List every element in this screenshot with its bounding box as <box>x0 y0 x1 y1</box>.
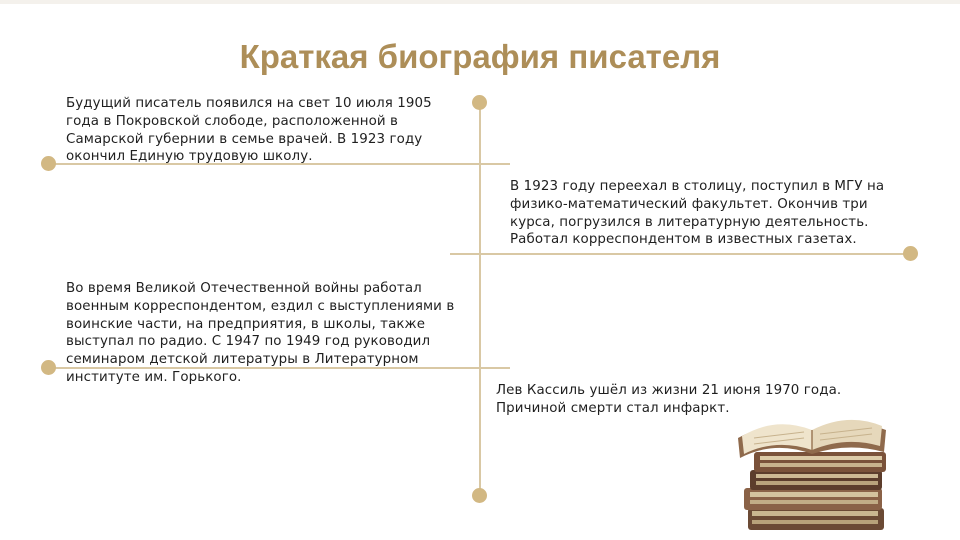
book-3-icon <box>744 488 882 510</box>
book-1-icon <box>754 452 886 472</box>
timeline-dot-1 <box>41 156 56 171</box>
top-border <box>0 0 960 4</box>
book-4-icon <box>748 508 884 530</box>
book-2-icon <box>750 470 882 490</box>
timeline-entry-3: Во время Великой Отечественной войны работал военным корреспондентом, ездил с выступлениями в воинские части, на предприятия, в школы, также выступал по радио. С 1947 по 1949 год руководил семинаром детской литературы в Литературном институте им. Горького. <box>66 281 455 385</box>
timeline-vertical-line <box>479 103 481 496</box>
book-stack-illustration <box>734 408 890 536</box>
timeline-dot-bottom <box>472 488 487 503</box>
timeline-dot-2 <box>903 246 918 261</box>
timeline-entry-2: В 1923 году переехал в столицу, поступил в МГУ на физико-математический факультет. Окончив три курса, погрузился в литературную деятельность. Работал корреспондентом в известных газетах. <box>510 179 885 248</box>
timeline-dot-top <box>472 95 487 110</box>
page-title: Краткая биография писателя <box>239 38 721 75</box>
timeline-dot-3 <box>41 360 56 375</box>
timeline-entry-1: Будущий писатель появился на свет 10 июля 1905 года в Покровской слободе, расположенной в Самарской губернии в семье врачей. В 1923 году окончил Единую трудовую школу. <box>66 96 432 165</box>
timeline-branch-2 <box>450 253 910 255</box>
timeline-entry-4: Лев Кассиль ушёл из жизни 21 июня 1970 года. Причиной смерти стал инфаркт. <box>496 383 842 416</box>
